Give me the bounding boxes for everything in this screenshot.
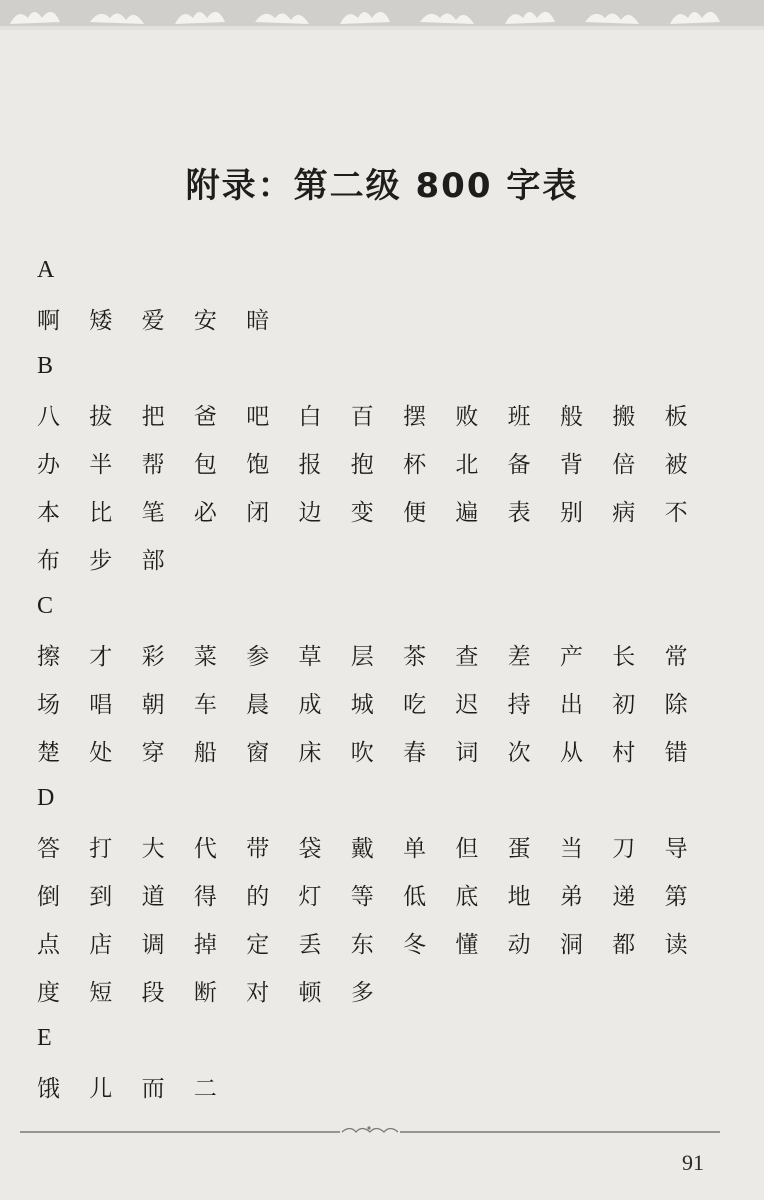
character: 北 bbox=[455, 451, 479, 478]
character-row bbox=[37, 678, 737, 726]
character-row bbox=[37, 822, 737, 870]
character-row bbox=[37, 438, 737, 486]
character: 但 bbox=[455, 835, 479, 862]
character: 袋 bbox=[298, 835, 322, 862]
character: 闭 bbox=[246, 499, 270, 526]
character-row bbox=[37, 966, 737, 1014]
character: 车 bbox=[193, 691, 217, 718]
character: 多 bbox=[350, 979, 374, 1006]
character: 蛋 bbox=[507, 835, 531, 862]
character: 单 bbox=[403, 835, 427, 862]
character: 店 bbox=[89, 931, 113, 958]
character: 报 bbox=[298, 451, 322, 478]
character: 布 bbox=[37, 547, 60, 574]
character: 词 bbox=[455, 739, 479, 766]
character: 晨 bbox=[246, 691, 270, 718]
character: 地 bbox=[507, 883, 531, 910]
character: 定 bbox=[246, 931, 270, 958]
character: 变 bbox=[350, 499, 374, 526]
character: 差 bbox=[507, 643, 531, 670]
character: 朝 bbox=[141, 691, 165, 718]
character: 调 bbox=[141, 931, 165, 958]
character: 摆 bbox=[403, 403, 427, 430]
character: 得 bbox=[193, 883, 217, 910]
character: 从 bbox=[559, 739, 583, 766]
character: 懂 bbox=[455, 931, 479, 958]
character: 顿 bbox=[298, 979, 322, 1006]
character: 弟 bbox=[559, 883, 583, 910]
character: 层 bbox=[350, 643, 374, 670]
character: 点 bbox=[37, 931, 60, 958]
character: 长 bbox=[612, 643, 636, 670]
character: 比 bbox=[89, 499, 113, 526]
character: 东 bbox=[350, 931, 374, 958]
character: 除 bbox=[664, 691, 688, 718]
character: 灯 bbox=[298, 883, 322, 910]
character: 彩 bbox=[141, 643, 165, 670]
character-row bbox=[37, 1062, 737, 1110]
character-row bbox=[37, 294, 737, 342]
character: 爱 bbox=[141, 307, 165, 334]
character: 动 bbox=[507, 931, 531, 958]
character: 备 bbox=[507, 451, 531, 478]
character: 败 bbox=[455, 403, 479, 430]
character: 春 bbox=[403, 739, 427, 766]
character: 场 bbox=[37, 691, 60, 718]
section-letter: C bbox=[37, 593, 54, 619]
character: 杯 bbox=[403, 451, 427, 478]
character: 草 bbox=[298, 643, 322, 670]
character: 短 bbox=[89, 979, 113, 1006]
character: 船 bbox=[193, 739, 217, 766]
character: 八 bbox=[37, 403, 60, 430]
character: 代 bbox=[193, 835, 217, 862]
page-number: 91 bbox=[682, 1150, 704, 1175]
character: 度 bbox=[37, 979, 60, 1006]
character: 刀 bbox=[612, 835, 636, 862]
section-letter: A bbox=[37, 257, 55, 283]
character: 床 bbox=[298, 739, 322, 766]
character: 道 bbox=[141, 883, 165, 910]
character: 低 bbox=[403, 883, 427, 910]
character: 到 bbox=[89, 883, 113, 910]
character: 第 bbox=[664, 883, 688, 910]
character: 倍 bbox=[612, 451, 636, 478]
character: 的 bbox=[246, 883, 270, 910]
character: 大 bbox=[141, 835, 165, 862]
character-row bbox=[37, 630, 737, 678]
character: 等 bbox=[350, 883, 374, 910]
character: 带 bbox=[246, 835, 270, 862]
bottom-divider bbox=[20, 1122, 720, 1136]
character: 饱 bbox=[246, 451, 270, 478]
character: 遍 bbox=[455, 499, 479, 526]
character: 菜 bbox=[193, 643, 217, 670]
character: 本 bbox=[37, 499, 60, 526]
character: 百 bbox=[350, 403, 374, 430]
character: 表 bbox=[507, 499, 531, 526]
character: 城 bbox=[350, 691, 374, 718]
character: 持 bbox=[507, 691, 531, 718]
character: 部 bbox=[141, 547, 165, 574]
character: 导 bbox=[664, 835, 688, 862]
character: 二 bbox=[193, 1075, 217, 1102]
character: 产 bbox=[559, 643, 583, 670]
character: 初 bbox=[612, 691, 636, 718]
character: 查 bbox=[455, 643, 479, 670]
character: 板 bbox=[664, 403, 688, 430]
character: 步 bbox=[89, 547, 113, 574]
character: 递 bbox=[612, 883, 636, 910]
character: 窗 bbox=[246, 739, 270, 766]
character: 村 bbox=[612, 739, 636, 766]
character: 半 bbox=[89, 451, 113, 478]
character: 吧 bbox=[246, 403, 270, 430]
character: 饿 bbox=[37, 1075, 60, 1102]
character: 背 bbox=[559, 451, 583, 478]
character: 安 bbox=[193, 307, 217, 334]
character: 对 bbox=[246, 979, 270, 1006]
character: 般 bbox=[559, 403, 583, 430]
character: 打 bbox=[89, 835, 113, 862]
character-table bbox=[37, 246, 737, 1110]
character: 段 bbox=[141, 979, 165, 1006]
character: 当 bbox=[559, 835, 583, 862]
character: 把 bbox=[141, 403, 165, 430]
character: 矮 bbox=[89, 307, 113, 334]
character: 便 bbox=[403, 499, 427, 526]
character: 迟 bbox=[455, 691, 479, 718]
character: 搬 bbox=[612, 403, 636, 430]
character: 办 bbox=[37, 451, 60, 478]
character: 抱 bbox=[350, 451, 374, 478]
character: 包 bbox=[193, 451, 217, 478]
character: 暗 bbox=[246, 307, 270, 334]
character-row bbox=[37, 390, 737, 438]
character: 冬 bbox=[403, 931, 427, 958]
character: 次 bbox=[507, 739, 531, 766]
character: 擦 bbox=[37, 643, 60, 670]
character: 笔 bbox=[141, 499, 165, 526]
character-row bbox=[37, 870, 737, 918]
character: 唱 bbox=[89, 691, 113, 718]
character: 拔 bbox=[89, 403, 113, 430]
character: 掉 bbox=[193, 931, 217, 958]
character: 常 bbox=[664, 643, 688, 670]
character-row bbox=[37, 918, 737, 966]
character: 别 bbox=[559, 499, 583, 526]
character: 班 bbox=[507, 403, 531, 430]
character: 洞 bbox=[559, 931, 583, 958]
character: 病 bbox=[612, 499, 636, 526]
character: 处 bbox=[89, 739, 113, 766]
decorative-top-border bbox=[0, 0, 764, 30]
character: 出 bbox=[559, 691, 583, 718]
character: 倒 bbox=[37, 883, 60, 910]
character: 丢 bbox=[298, 931, 322, 958]
character: 吃 bbox=[403, 691, 427, 718]
section-letter: B bbox=[37, 353, 54, 379]
character: 读 bbox=[664, 931, 688, 958]
character: 都 bbox=[612, 931, 636, 958]
character: 边 bbox=[298, 499, 322, 526]
character: 底 bbox=[455, 883, 479, 910]
character: 茶 bbox=[403, 643, 427, 670]
section-letter: E bbox=[37, 1025, 52, 1051]
character: 断 bbox=[193, 979, 217, 1006]
character: 被 bbox=[664, 451, 688, 478]
character: 吹 bbox=[350, 739, 374, 766]
character: 错 bbox=[664, 739, 688, 766]
section-letter: D bbox=[37, 785, 55, 811]
page-title: 附录：第二级 800 字表 bbox=[185, 166, 579, 206]
character: 才 bbox=[89, 643, 113, 670]
character: 穿 bbox=[141, 739, 165, 766]
character-row bbox=[37, 726, 737, 774]
character: 啊 bbox=[37, 307, 60, 334]
character-row bbox=[37, 486, 737, 534]
character: 白 bbox=[298, 403, 322, 430]
character: 成 bbox=[298, 691, 322, 718]
character: 答 bbox=[37, 835, 60, 862]
character: 帮 bbox=[141, 451, 165, 478]
character: 戴 bbox=[350, 835, 374, 862]
character: 必 bbox=[193, 499, 217, 526]
character: 儿 bbox=[89, 1075, 113, 1102]
character: 而 bbox=[141, 1075, 165, 1102]
character: 参 bbox=[246, 643, 270, 670]
character: 不 bbox=[664, 499, 688, 526]
character: 爸 bbox=[193, 403, 217, 430]
character: 楚 bbox=[37, 739, 60, 766]
character-row bbox=[37, 534, 737, 582]
